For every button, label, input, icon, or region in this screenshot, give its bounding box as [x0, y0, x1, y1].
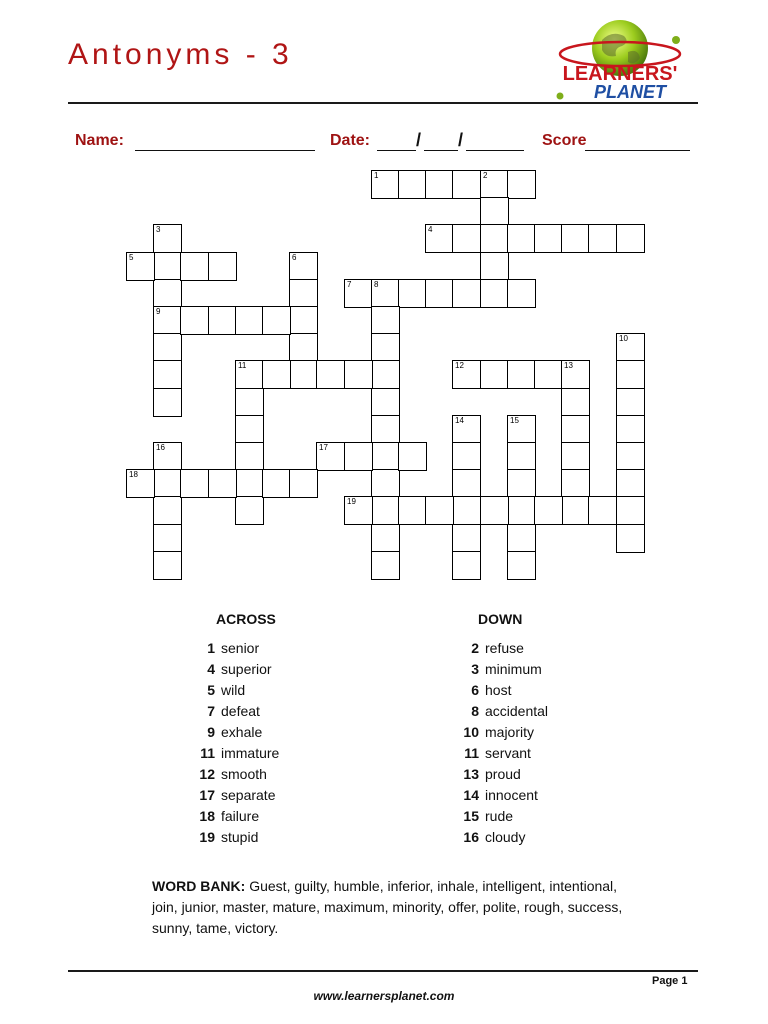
- clue-text: senior: [221, 640, 260, 656]
- crossword-cell[interactable]: [235, 306, 264, 335]
- clue-number: 13: [463, 766, 479, 782]
- crossword-cell[interactable]: [153, 333, 182, 362]
- crossword-cell[interactable]: [534, 496, 563, 525]
- cell-number: 14: [455, 416, 464, 425]
- crossword-cell[interactable]: [344, 279, 373, 308]
- cell-number: 4: [428, 225, 433, 234]
- crossword-cell[interactable]: [289, 279, 318, 308]
- clue-text: exhale: [221, 724, 263, 740]
- cell-number: 17: [319, 443, 328, 452]
- crossword-cell[interactable]: [262, 469, 291, 498]
- crossword-cell[interactable]: [507, 279, 536, 308]
- crossword-cell[interactable]: [344, 360, 373, 389]
- name-label: Name:: [75, 132, 124, 149]
- crossword-cell[interactable]: [616, 415, 645, 444]
- bottom-divider: [68, 970, 698, 972]
- date-year-field[interactable]: [466, 150, 524, 151]
- crossword-cell[interactable]: [371, 524, 400, 553]
- cell-number: 9: [156, 307, 161, 316]
- crossword-cell[interactable]: [507, 170, 536, 199]
- down-clue: [455, 785, 538, 806]
- crossword-cell[interactable]: [480, 170, 509, 199]
- crossword-cell[interactable]: [588, 496, 617, 525]
- clue-number: 4: [207, 661, 215, 677]
- clue-text: stupid: [221, 829, 259, 845]
- down-heading: DOWN: [478, 611, 523, 627]
- crossword-cell[interactable]: [425, 170, 454, 199]
- crossword-cell[interactable]: [371, 388, 400, 417]
- top-divider: [68, 102, 698, 104]
- crossword-cell[interactable]: [507, 224, 536, 253]
- footer-url[interactable]: www.learnersplanet.com: [313, 989, 455, 1003]
- crossword-cell[interactable]: [616, 496, 645, 525]
- crossword-cell[interactable]: [561, 496, 590, 525]
- across-clue: [191, 701, 260, 722]
- crossword-cell[interactable]: [208, 469, 237, 498]
- logo-text-planet: PLANET: [594, 82, 666, 102]
- crossword-cell[interactable]: [452, 224, 481, 253]
- down-clue: [455, 827, 525, 848]
- crossword-cell[interactable]: [180, 252, 209, 281]
- cell-number: 2: [483, 171, 488, 180]
- crossword-cell[interactable]: [398, 496, 427, 525]
- down-clue: [455, 743, 531, 764]
- clue-text: proud: [485, 766, 521, 782]
- crossword-cell[interactable]: [180, 469, 209, 498]
- crossword-cell[interactable]: [371, 469, 400, 498]
- cell-number: 15: [510, 416, 519, 425]
- across-clue: [191, 722, 262, 743]
- crossword-cell[interactable]: [425, 496, 454, 525]
- crossword-cell[interactable]: [616, 442, 645, 471]
- crossword-cell[interactable]: [616, 360, 645, 389]
- crossword-cell[interactable]: [235, 360, 264, 389]
- clue-number: 17: [199, 787, 215, 803]
- down-clue: [455, 806, 513, 827]
- date-separator: /: [458, 130, 464, 150]
- clue-text: majority: [485, 724, 535, 740]
- crossword-cell[interactable]: [316, 442, 345, 471]
- crossword-cell[interactable]: [452, 469, 481, 498]
- crossword-cell[interactable]: [371, 415, 400, 444]
- crossword-cell[interactable]: [208, 252, 237, 281]
- clue-number: 19: [199, 829, 215, 845]
- crossword-cell[interactable]: [126, 469, 155, 498]
- cell-number: 1: [374, 171, 379, 180]
- across-clue: [191, 785, 275, 806]
- crossword-cell[interactable]: [588, 224, 617, 253]
- crossword-cell[interactable]: [561, 360, 590, 389]
- cell-number: 3: [156, 225, 161, 234]
- crossword-cell[interactable]: [262, 360, 291, 389]
- crossword-cell[interactable]: [153, 388, 182, 417]
- clue-text: host: [485, 682, 512, 698]
- crossword-cell[interactable]: [180, 306, 209, 335]
- clue-number: 8: [471, 703, 479, 719]
- crossword-cell[interactable]: [289, 306, 318, 335]
- crossword-cell[interactable]: [507, 496, 536, 525]
- crossword-cell[interactable]: [398, 279, 427, 308]
- down-clue: [455, 764, 521, 785]
- crossword-cell[interactable]: [371, 442, 400, 471]
- word-bank-label: WORD BANK:: [152, 878, 246, 894]
- learners-planet-logo: [540, 18, 700, 104]
- clue-text: failure: [221, 808, 260, 824]
- crossword-cell[interactable]: [316, 360, 345, 389]
- clue-number: 3: [471, 661, 479, 677]
- crossword-cell[interactable]: [235, 442, 264, 471]
- clue-text: separate: [221, 787, 276, 803]
- crossword-cell[interactable]: [289, 360, 318, 389]
- score-field[interactable]: [585, 150, 690, 151]
- clue-number: 15: [463, 808, 479, 824]
- crossword-cell[interactable]: [452, 524, 481, 553]
- crossword-cell[interactable]: [561, 388, 590, 417]
- crossword-cell[interactable]: [235, 496, 264, 525]
- page-title: Antonyms - 3: [68, 38, 293, 71]
- crossword-cell[interactable]: [480, 496, 509, 525]
- across-clue: [191, 743, 279, 764]
- cell-number: 12: [455, 361, 464, 370]
- crossword-cell[interactable]: [480, 252, 509, 281]
- crossword-cell[interactable]: [507, 524, 536, 553]
- crossword-cell[interactable]: [561, 224, 590, 253]
- word-bank: [152, 876, 632, 939]
- crossword-cell[interactable]: [480, 224, 509, 253]
- crossword-cell[interactable]: [507, 360, 536, 389]
- crossword-cell[interactable]: [235, 415, 264, 444]
- clue-text: rude: [485, 808, 514, 824]
- crossword-cell[interactable]: [153, 360, 182, 389]
- crossword-cell[interactable]: [153, 279, 182, 308]
- across-clue: [191, 638, 259, 659]
- crossword-cell[interactable]: [425, 279, 454, 308]
- crossword-cell[interactable]: [371, 279, 400, 308]
- crossword-cell[interactable]: [153, 551, 182, 580]
- cell-number: 11: [238, 361, 247, 370]
- across-clue: [191, 827, 258, 848]
- crossword-cell[interactable]: [371, 360, 400, 389]
- cell-number: 7: [347, 280, 352, 289]
- crossword-cell[interactable]: [153, 469, 182, 498]
- down-clue: [455, 638, 524, 659]
- crossword-cell[interactable]: [153, 442, 182, 471]
- clue-text: superior: [221, 661, 272, 677]
- clue-text: immature: [221, 745, 280, 761]
- crossword-cell[interactable]: [480, 279, 509, 308]
- cell-number: 16: [156, 443, 165, 452]
- crossword-cell[interactable]: [452, 442, 481, 471]
- crossword-cell[interactable]: [262, 306, 291, 335]
- across-clue: [191, 764, 267, 785]
- crossword-cell[interactable]: [425, 224, 454, 253]
- crossword-cell[interactable]: [289, 333, 318, 362]
- clue-text: innocent: [485, 787, 538, 803]
- clue-number: 7: [207, 703, 215, 719]
- date-month-field[interactable]: [424, 150, 458, 151]
- clue-text: servant: [485, 745, 531, 761]
- down-clue: [455, 701, 548, 722]
- crossword-cell[interactable]: [534, 360, 563, 389]
- crossword-cell[interactable]: [153, 524, 182, 553]
- crossword-cell[interactable]: [616, 224, 645, 253]
- crossword-cell[interactable]: [616, 524, 645, 553]
- crossword-cell[interactable]: [452, 360, 481, 389]
- clue-number: 11: [464, 745, 479, 761]
- date-separator: /: [416, 130, 422, 150]
- clue-number: 5: [207, 682, 215, 698]
- name-field[interactable]: [135, 150, 315, 151]
- clue-number: 10: [463, 724, 479, 740]
- clue-text: wild: [221, 682, 246, 698]
- crossword-cell[interactable]: [507, 442, 536, 471]
- crossword-cell[interactable]: [480, 197, 509, 226]
- score-label: Score: [542, 132, 587, 149]
- crossword-cell[interactable]: [561, 415, 590, 444]
- date-day-field[interactable]: [377, 150, 416, 151]
- clue-number: 11: [200, 745, 215, 761]
- crossword-cell[interactable]: [371, 496, 400, 525]
- clue-text: smooth: [221, 766, 267, 782]
- clue-number: 1: [207, 640, 215, 656]
- crossword-cell[interactable]: [126, 252, 155, 281]
- clue-text: accidental: [485, 703, 549, 719]
- date-label: Date:: [330, 132, 371, 149]
- cell-number: 6: [292, 253, 297, 262]
- cell-number: 19: [347, 497, 356, 506]
- crossword-cell[interactable]: [208, 306, 237, 335]
- crossword-cell[interactable]: [344, 496, 373, 525]
- logo-text-learners: LEARNERS': [562, 63, 678, 85]
- crossword-cell[interactable]: [561, 442, 590, 471]
- down-clue: [455, 659, 542, 680]
- down-clue: [455, 722, 534, 743]
- crossword-cell[interactable]: [452, 415, 481, 444]
- crossword-cell[interactable]: [153, 224, 182, 253]
- crossword-cell[interactable]: [561, 469, 590, 498]
- clue-number: 2: [471, 640, 479, 656]
- crossword-cell[interactable]: [452, 279, 481, 308]
- crossword-cell[interactable]: [616, 333, 645, 362]
- crossword-cell[interactable]: [480, 360, 509, 389]
- crossword-cell[interactable]: [371, 551, 400, 580]
- clue-number: 16: [463, 829, 479, 845]
- crossword-cell[interactable]: [371, 170, 400, 199]
- crossword-cell[interactable]: [289, 252, 318, 281]
- crossword-cell[interactable]: [616, 388, 645, 417]
- crossword-cell[interactable]: [398, 442, 427, 471]
- crossword-cell[interactable]: [616, 469, 645, 498]
- crossword-cell[interactable]: [534, 224, 563, 253]
- clue-text: defeat: [221, 703, 260, 719]
- word-bank-words: Guest, guilty, humble, inferior, inhale, intelligent, intentional, join, junior, master, mature, maximum, minority, offer, polite, rough, success, sunny, tame, victory.: [152, 878, 623, 936]
- page-number: Page 1: [652, 975, 688, 987]
- clue-text: cloudy: [485, 829, 526, 845]
- cell-number: 13: [564, 361, 573, 370]
- crossword-cell[interactable]: [153, 306, 182, 335]
- crossword-cell[interactable]: [398, 170, 427, 199]
- crossword-cell[interactable]: [153, 496, 182, 525]
- crossword-cell[interactable]: [452, 170, 481, 199]
- crossword-cell[interactable]: [289, 469, 318, 498]
- cell-number: 8: [374, 280, 379, 289]
- clue-number: 14: [463, 787, 479, 803]
- clue-number: 18: [199, 808, 215, 824]
- crossword-cell[interactable]: [507, 551, 536, 580]
- clue-number: 6: [471, 682, 479, 698]
- crossword-cell[interactable]: [507, 415, 536, 444]
- clue-number: 9: [207, 724, 215, 740]
- crossword-cell[interactable]: [507, 469, 536, 498]
- crossword-cell[interactable]: [452, 551, 481, 580]
- cell-number: 10: [619, 334, 628, 343]
- clue-number: 12: [199, 766, 215, 782]
- cell-number: 5: [129, 253, 134, 262]
- clue-text: refuse: [485, 640, 524, 656]
- across-clue: [191, 806, 259, 827]
- crossword-cell[interactable]: [371, 333, 400, 362]
- clue-text: minimum: [485, 661, 542, 677]
- across-clue: [191, 680, 245, 701]
- crossword-cell[interactable]: [153, 252, 182, 281]
- across-clue: [191, 659, 272, 680]
- crossword-cell[interactable]: [452, 496, 481, 525]
- crossword-cell[interactable]: [235, 469, 264, 498]
- crossword-cell[interactable]: [344, 442, 373, 471]
- cell-number: 18: [129, 470, 138, 479]
- across-heading: ACROSS: [216, 611, 276, 627]
- crossword-cell[interactable]: [235, 388, 264, 417]
- crossword-cell[interactable]: [371, 306, 400, 335]
- down-clue: [455, 680, 511, 701]
